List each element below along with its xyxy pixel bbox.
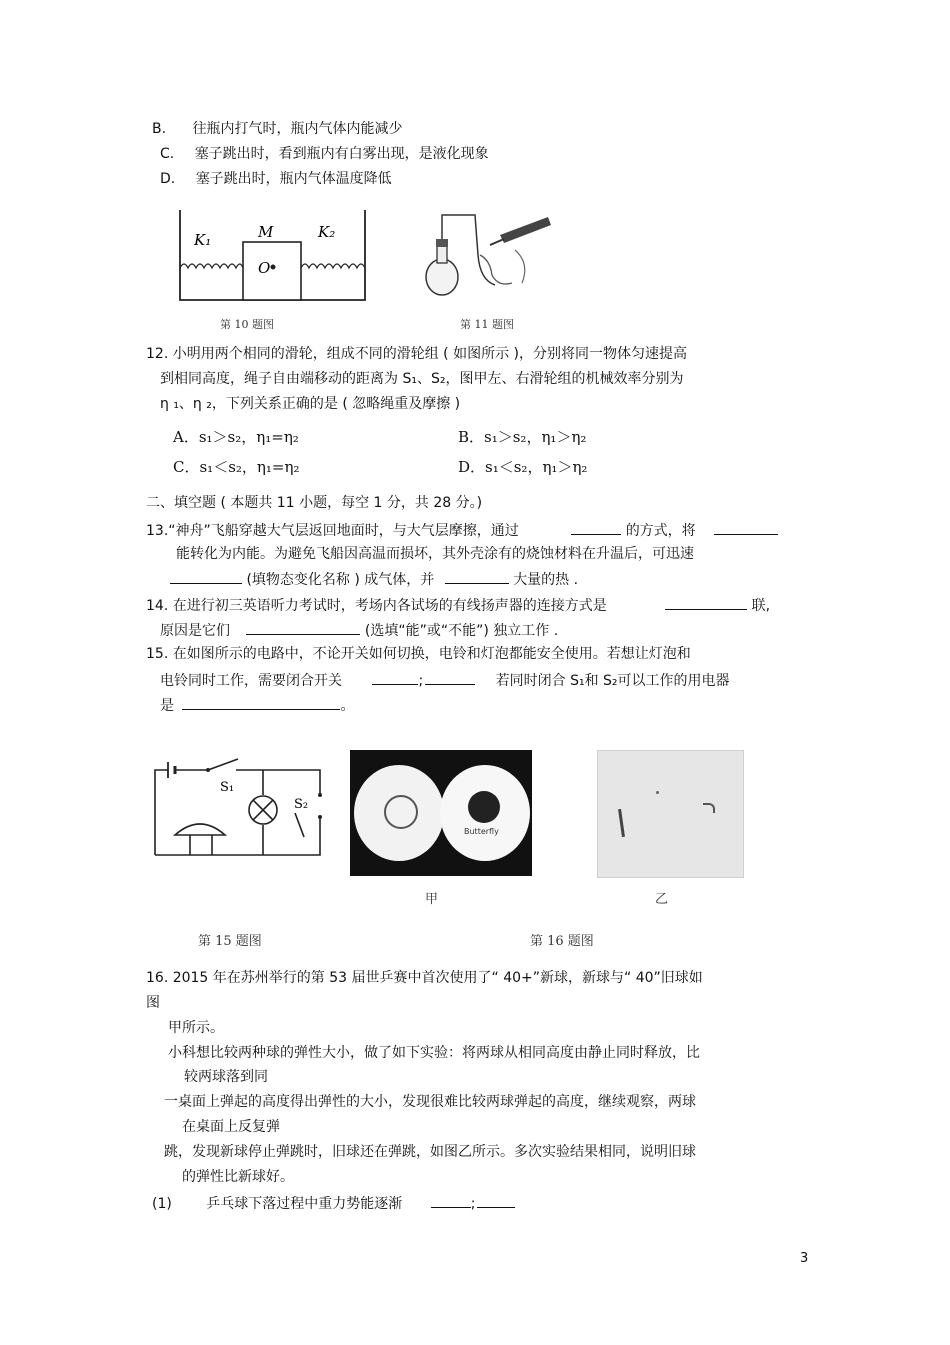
q12-option-c: C．s₁＜s₂，η₁=η₂ — [173, 458, 300, 476]
q12-option-a: A．s₁＞s₂，η₁=η₂ — [173, 428, 299, 446]
q12-line3: η ₁、η ₂，下列关系正确的是 ( 忽略绳重及摩擦 ) — [160, 396, 461, 412]
option-label: B. — [152, 121, 167, 137]
q13-text-b: 的方式，将 — [625, 523, 696, 539]
option-label: D. — [160, 171, 176, 187]
answer-blank[interactable] — [431, 1193, 471, 1208]
s1-label: S₁ — [220, 780, 235, 795]
ball-brand: Butterfly — [464, 827, 499, 836]
k1-label: K₁ — [194, 231, 212, 249]
figure-11-caption: 第 11 题图 — [460, 318, 514, 331]
figure-10-spring-mass — [170, 205, 370, 310]
q15-sep: ; — [418, 673, 424, 689]
page-number: 3 — [800, 1251, 809, 1266]
q14-line2 — [160, 620, 558, 640]
q16-line8: 跳，发现新球停止弹跳时，旧球还在弹跳，如图乙所示。多次实验结果相同，说明旧球 — [164, 1144, 696, 1160]
ball-logo — [384, 795, 418, 829]
figure-15-caption: 第 15 题图 — [198, 934, 262, 949]
q15-text-c: 若同时闭合 S₁和 S₂可以工作的用电器 — [495, 673, 730, 689]
q15-text-a: 电铃同时工作，需要闭合开关 — [160, 673, 342, 689]
q12-line2: 到相同高度，绳子自由端移动的距离为 S₁、S₂，图甲左、右滑轮组的机械效率分别为 — [160, 371, 684, 387]
q16-line2: 图 — [146, 995, 160, 1011]
figure-16-jia-photo — [350, 750, 532, 876]
q14-text-a: 14. 在进行初三英语听力考试时，考场内各试场的有线扬声器的连接方式是 — [146, 598, 607, 614]
q16-sub1 — [152, 1193, 515, 1213]
section-heading: 二、填空题 ( 本题共 11 小题，每空 1 分，共 28 分。) — [146, 495, 483, 511]
answer-blank[interactable] — [372, 670, 418, 685]
q16-line4: 小科想比较两种球的弹性大小，做了如下实验：将两球从相同高度由静止同时释放，比 — [168, 1045, 700, 1061]
q13-line3 — [170, 569, 578, 589]
ball-trace — [656, 791, 659, 794]
option-label: C. — [160, 146, 175, 162]
answer-blank[interactable] — [445, 569, 509, 584]
answer-blank[interactable] — [714, 520, 778, 535]
q15-line1: 15. 在如图所示的电路中，不论开关如何切换，电铃和灯泡都能安全使用。若想让灯泡和 — [146, 646, 691, 662]
answer-blank[interactable] — [170, 569, 242, 584]
ball-trace — [703, 803, 715, 813]
q13-line2: 能转化为内能。为避免飞船因高温而损坏，其外壳涂有的烧蚀材料在升温后，可迅速 — [176, 546, 694, 562]
q11-option-d — [160, 170, 392, 188]
answer-blank[interactable] — [571, 520, 621, 535]
s2-label: S₂ — [294, 797, 309, 812]
q12-option-b: B．s₁＞s₂，η₁＞η₂ — [458, 428, 587, 446]
q11-option-b — [152, 120, 403, 138]
q14-line1 — [146, 595, 770, 615]
q16-line5: 较两球落到同 — [184, 1069, 268, 1085]
option-text: 塞子跳出时，看到瓶内有白雾出现，是液化现象 — [194, 146, 489, 162]
q13-text-d: 大量的热 . — [513, 572, 579, 588]
sub-question-label: (1) — [152, 1196, 172, 1212]
option-text: 往瓶内打气时，瓶内气体内能减少 — [192, 121, 403, 137]
answer-blank[interactable] — [246, 620, 360, 635]
ball-logo — [468, 791, 500, 823]
option-text: 塞子跳出时，瓶内气体温度降低 — [195, 171, 392, 187]
answer-blank[interactable] — [665, 595, 747, 610]
q16-line6: 一桌面上弹起的高度得出弹性的大小，发现很难比较两球弹起的高度，继续观察，两球 — [164, 1094, 696, 1110]
answer-blank[interactable] — [182, 695, 340, 710]
q15-line2 — [160, 670, 730, 690]
q16-line9: 的弹性比新球好。 — [182, 1169, 294, 1185]
o-label: O — [258, 259, 271, 277]
figure-16-caption: 第 16 题图 — [530, 934, 594, 949]
q15-line3 — [160, 695, 354, 715]
q11-option-c — [160, 145, 489, 163]
q13-text-a: 13.“神舟”飞船穿越大气层返回地面时，与大气层摩擦，通过 — [146, 523, 519, 539]
figure-10-caption: 第 10 题图 — [220, 318, 274, 331]
q14-text-c: 原因是它们 — [160, 623, 230, 639]
figure-15-circuit — [150, 755, 330, 865]
old-ball — [354, 765, 444, 861]
figure-16-jia-label: 甲 — [425, 892, 439, 907]
q16-sep: ; — [470, 1196, 476, 1212]
q14-text-b: 联, — [751, 598, 771, 614]
q12-line1: 12. 小明用两个相同的滑轮，组成不同的滑轮组 ( 如图所示 )，分别将同一物体匀速提高 — [146, 346, 687, 362]
q16-line7: 在桌面上反复弹 — [182, 1119, 280, 1135]
q14-text-d: (选填“能”或“不能”) 独立工作 . — [364, 623, 559, 639]
figure-16-yi-photo — [597, 750, 744, 878]
answer-blank[interactable] — [477, 1193, 515, 1208]
q15-text-e: 。 — [340, 698, 355, 714]
figure-16-yi-label: 乙 — [655, 892, 669, 907]
answer-blank[interactable] — [425, 670, 475, 685]
q12-option-d: D．s₁＜s₂，η₁＞η₂ — [458, 458, 588, 476]
sub-question-text: 乒乓球下落过程中重力势能逐渐 — [206, 1196, 403, 1212]
q16-line3: 甲所示。 — [168, 1020, 224, 1036]
q16-line1: 16. 2015 年在苏州举行的第 53 届世乒赛中首次使用了“ 40+”新球，新球与“ 40”旧球如 — [146, 970, 703, 986]
q13-text-c: (填物态变化名称 ) 成气体，并 — [246, 572, 435, 588]
new-ball — [440, 765, 530, 861]
table-edge — [618, 809, 625, 837]
figure-11-flask-pump — [420, 205, 560, 310]
k2-label: K₂ — [318, 223, 336, 241]
m-label: M — [258, 223, 274, 241]
q15-text-d: 是 — [160, 698, 174, 714]
q13-line1 — [146, 520, 778, 540]
